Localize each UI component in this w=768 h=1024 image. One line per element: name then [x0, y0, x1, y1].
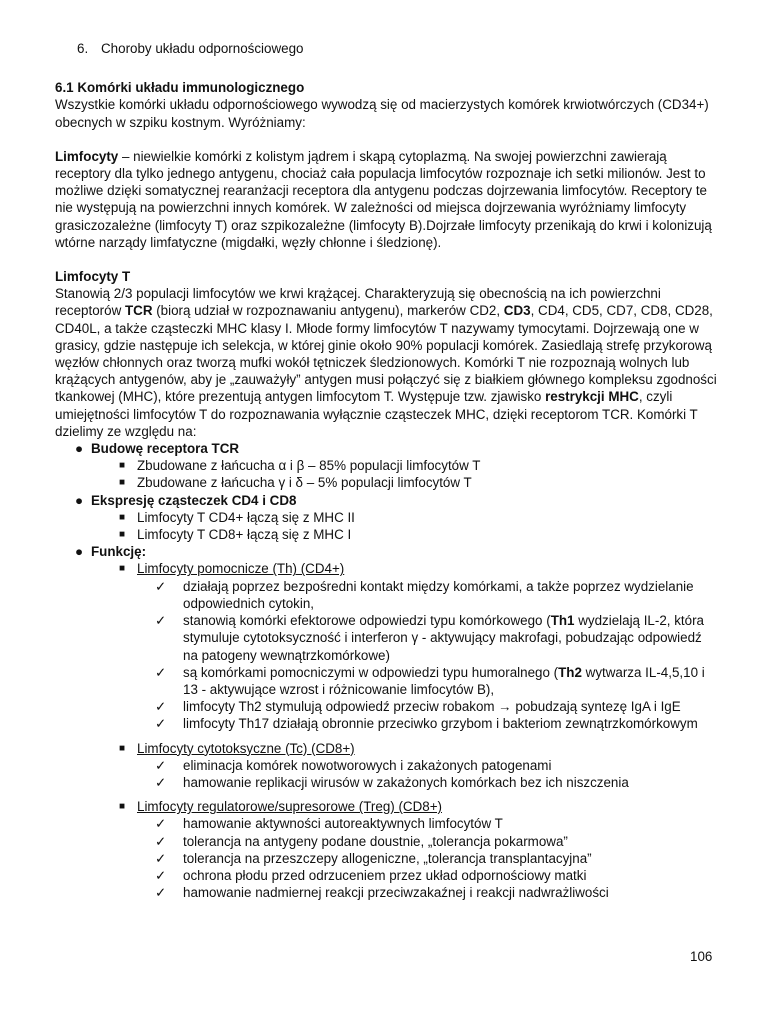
- list-item: ✓ ochrona płodu przed odrzuceniem przez układ odpornościowy matki: [155, 867, 587, 883]
- check-icon: ✓: [155, 867, 167, 883]
- list-item: [55, 560, 720, 739]
- bullet-icon: ●: [75, 441, 84, 457]
- page-content: [55, 40, 720, 901]
- list-item: ✓ hamowanie replikacji wirusów w zakażonych komórkach bez ich niszczenia: [155, 774, 629, 790]
- list-item: ✓ stanowią komórki efektorowe odpowiedzi typu komórkowego (Th1 wydzielają IL-2, która stymuluje cytotoksyczność i interferon γ - aktywujący makrofagi, pobudzając odpowiedź na patogeny wewnątrzkomórkowe): [155, 613, 704, 663]
- list-item: ✓ działają poprzez bezpośredni kontakt między komórkami, a także poprzez wydzielanie odpowiednich cytokin,: [155, 578, 694, 611]
- square-bullet-icon: ■: [119, 801, 126, 813]
- tc-title: Limfocyty cytotoksyczne (Tc) (CD8+): [137, 740, 355, 756]
- th-title: Limfocyty pomocnicze (Th) (CD4+): [137, 561, 345, 577]
- bullet-icon: ●: [75, 492, 84, 508]
- limfocyty-t-heading: Limfocyty T: [55, 269, 131, 285]
- list-item: ✓ hamowanie aktywności autoreaktywnych limfocytów T: [155, 816, 503, 832]
- check-icon: ✓: [155, 664, 167, 680]
- check-icon: ✓: [155, 757, 167, 773]
- list-item: ■ Limfocyty T CD8+ łączą się z MHC I: [119, 527, 352, 543]
- group-label: Ekspresję cząsteczek CD4 i CD8: [91, 492, 297, 508]
- list-item: ✓ tolerancja na antygeny podane doustnie, „tolerancja pokarmowa”: [155, 833, 568, 849]
- chapter-title: Choroby układu odpornościowego: [101, 41, 304, 56]
- list-item: ✓ limfocyty Th17 działają obronnie przeciwko grzybom i bakteriom zewnątrzkomórkowym: [155, 716, 698, 732]
- check-icon: ✓: [155, 833, 167, 849]
- limfocyty-term: Limfocyty: [55, 148, 119, 164]
- group-label: Budowę receptora TCR: [91, 441, 240, 457]
- square-bullet-icon: ■: [119, 529, 126, 541]
- list-item: ✓ tolerancja na przeszczepy allogeniczne, „tolerancja transplantacyjna”: [155, 850, 592, 866]
- check-icon: ✓: [155, 716, 167, 732]
- check-icon: ✓: [155, 885, 167, 901]
- list-item: [55, 798, 720, 901]
- list-item: ✓ są komórkami pomocniczymi w odpowiedzi typu humoralnego (Th2 wytwarza IL-4,5,10 i 13 - aktywujące wzrost i różnicowanie limfocytów B),: [155, 664, 705, 697]
- treg-title: Limfocyty regulatorowe/supresorowe (Treg) (CD8+): [137, 799, 442, 815]
- list-item: ■ Limfocyty T CD4+ łączą się z MHC II: [119, 509, 355, 525]
- list-item: ✓ eliminacja komórek nowotworowych i zakażonych patogenami: [155, 757, 552, 773]
- list-item: [55, 543, 720, 901]
- square-bullet-icon: ■: [119, 563, 126, 575]
- list-item: ■ Zbudowane z łańcucha α i β – 85% populacji limfocytów T: [119, 458, 481, 474]
- chapter-number: 6.: [77, 41, 89, 56]
- limfocyty-t-paragraph: Stanowią 2/3 populacji limfocytów we krwi krążącej. Charakteryzują się obecnością na ich powierzchni receptorów TCR (biorą udział w rozpoznawaniu antygenu), markerów CD2, CD3, CD4, CD5, CD7, CD8, CD28, CD40L, a także cząsteczki MHC klasy I. Młode formy limfocytów T nazywamy tymocytami. Dojrzewają one w grasicy, gdzie następuje ich selekcja, w której ginie około 90% populacji komórek. Zasiedlają strefę przykorową węzłów chłonnych oraz tworzą mufki wokół tętniczek śledzionowych. Komórki T nie rozpoznają wolnych lub krążących antygenów, aby je „zauważyły” antygen musi połączyć się z białkiem głównego kompleksu zgodności tkankowej (MHC), które prezentują antygen limfocytom T. Występuje tzw. zjawisko restrykcji MHC, czyli umiejętności limfocytów T do rozpoznawania wyłącznie cząsteczek MHC, dzięki receptorom TCR. Komórki T dzielimy ze względu na:: [55, 286, 717, 439]
- list-item: ■ Zbudowane z łańcucha γ i δ – 5% populacji limfocytów T: [119, 475, 472, 491]
- list-item: ✓ limfocyty Th2 stymulują odpowiedź przeciw robakom → pobudzają syntezę IgA i IgE: [155, 699, 681, 715]
- limfocyty-paragraph: Limfocyty – niewielkie komórki z kolistym jądrem i skąpą cytoplazmą. Na swojej powierzchni zawierają receptory dla tylko jednego antygenu, chociaż cała populacja limfocytów rozpoznaje ich setki milionów. Jest to możliwe dzięki somatycznej rearanżacji receptora dla antygenu podczas dojrzewania limfocytów. Receptory te nie występują na powierzchni innych komórek. W zależności od miejsca dojrzewania wyróżniamy limfocyty grasiczozależne (limfocyty T) oraz szpikozależne (limfocyty B).Dojrzałe limfocyty przenikają do krwi i kolonizują wtórne narządy limfatyczne (migdałki, węzły chłonne i śledzionę).: [55, 148, 712, 250]
- list-item: [55, 440, 720, 492]
- square-bullet-icon: ■: [119, 742, 126, 754]
- page-number: 106: [690, 949, 713, 964]
- check-icon: ✓: [155, 613, 167, 629]
- group-label: Funkcję:: [91, 544, 147, 560]
- check-icon: ✓: [155, 699, 167, 715]
- check-icon: ✓: [155, 578, 167, 594]
- check-icon: ✓: [155, 816, 167, 832]
- check-icon: ✓: [155, 850, 167, 866]
- square-bullet-icon: ■: [119, 511, 126, 523]
- classification-list: [55, 440, 720, 901]
- square-bullet-icon: ■: [119, 477, 126, 489]
- bullet-icon: ●: [75, 544, 84, 560]
- list-item: ✓ hamowanie nadmiernej reakcji przeciwzakaźnej i reakcji nadwrażliwości: [155, 885, 609, 901]
- section-intro: Wszystkie komórki układu odpornościowego wywodzą się od macierzystych komórek krwiotwórczych (CD34+) obecnych w szpiku kostnym. Wyróżniamy:: [55, 97, 709, 130]
- list-item: [55, 740, 720, 799]
- section-heading: 6.1 Komórki układu immunologicznego: [55, 80, 305, 96]
- square-bullet-icon: ■: [119, 460, 126, 472]
- list-item: [55, 492, 720, 544]
- check-icon: ✓: [155, 774, 167, 790]
- chapter-heading: [55, 40, 720, 57]
